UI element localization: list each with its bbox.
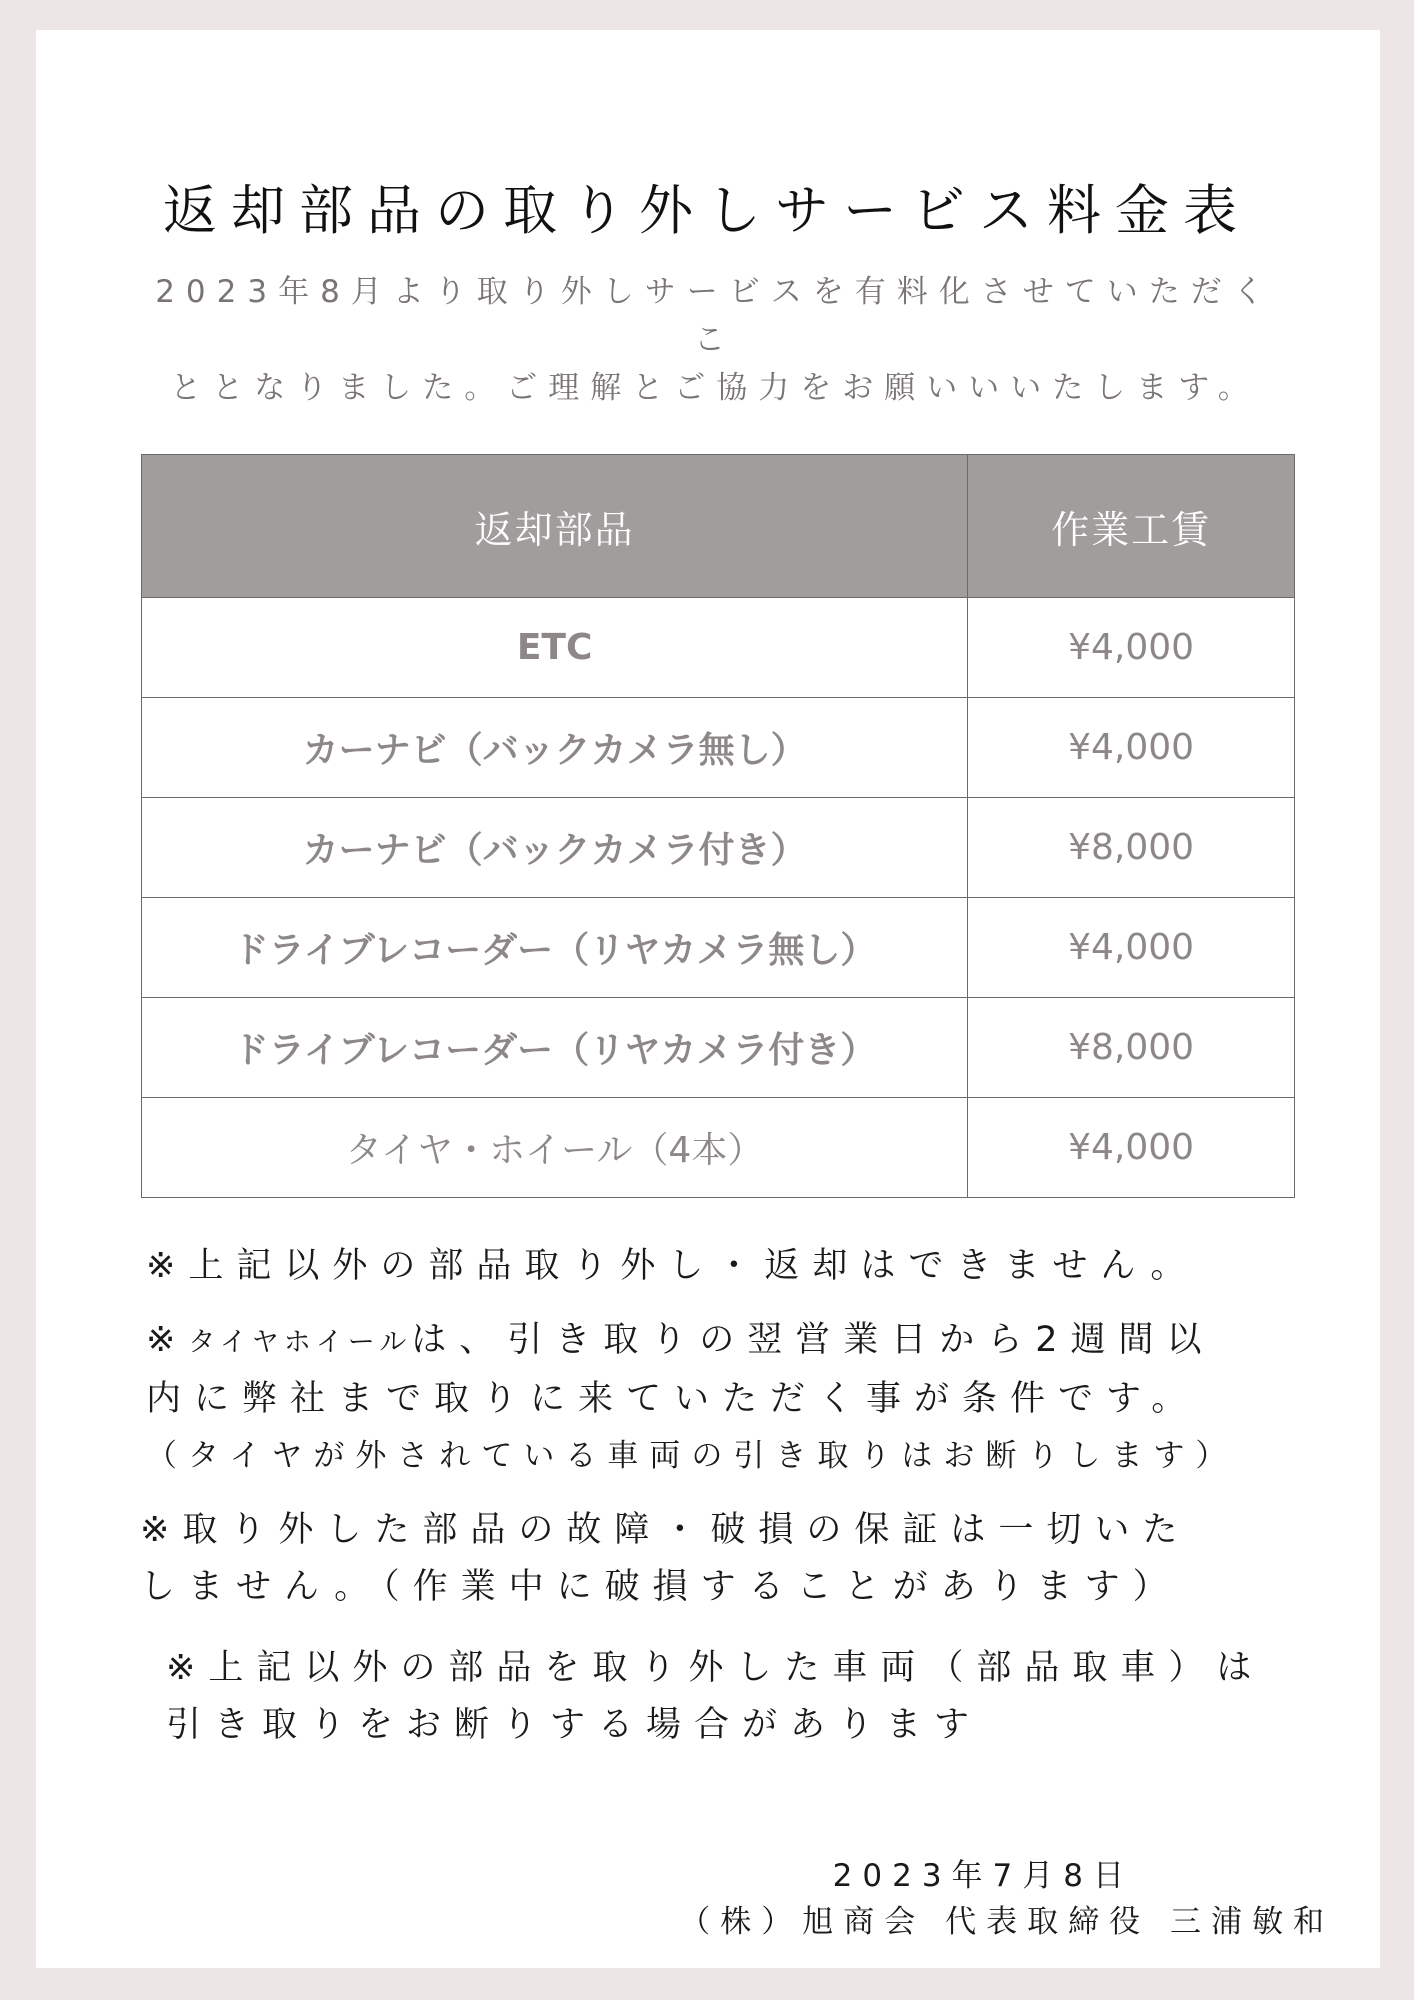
note-4-line-1: ※上記以外の部品を取り外した車両（部品取車）は xyxy=(166,1648,1265,1688)
part-cell: ETC xyxy=(142,598,968,698)
note-2-mark: ※ xyxy=(146,1320,189,1360)
fee-cell: ¥4,000 xyxy=(968,1098,1295,1198)
page-title: 返却部品の取り外しサービス料金表 xyxy=(163,179,1251,242)
signature: （株）旭商会 代表取締役 三浦敏和 xyxy=(679,1904,1334,1940)
part-cell: タイヤ・ホイール（4本） xyxy=(142,1098,968,1198)
part-cell: カーナビ（バックカメラ無し） xyxy=(142,698,968,798)
note-4-line-2: 引き取りをお断りする場合があります xyxy=(166,1705,983,1745)
note-3 xyxy=(140,1502,1190,1616)
table-row xyxy=(142,798,1295,898)
part-cell: ドライブレコーダー（リヤカメラ付き） xyxy=(142,998,968,1098)
fee-cell: ¥4,000 xyxy=(968,598,1295,698)
price-table xyxy=(141,454,1295,1198)
intro-line-1: 2023年8月より取り外しサービスを有料化させていただくこ xyxy=(155,274,1275,358)
header-part: 返却部品 xyxy=(142,455,968,598)
note-4 xyxy=(166,1640,1264,1754)
note-3-line-1: ※取り外した部品の故障・破損の保証は一切いた xyxy=(140,1510,1191,1550)
fee-cell: ¥8,000 xyxy=(968,798,1295,898)
table-row xyxy=(142,698,1295,798)
issue-date: 2023年7月8日 xyxy=(832,1858,1134,1894)
part-cell: カーナビ（バックカメラ付き） xyxy=(142,798,968,898)
fee-cell: ¥4,000 xyxy=(968,698,1295,798)
note-2-line-1-text: は、引き取りの翌営業日から2週間以 xyxy=(411,1320,1215,1360)
note-3-line-2: しません。（作業中に破損することがあります） xyxy=(140,1567,1181,1607)
table-row xyxy=(142,1098,1295,1198)
table-row xyxy=(142,998,1295,1098)
note-2-tire-wheel: タイヤホイール xyxy=(188,1327,412,1358)
note-2 xyxy=(146,1312,1237,1485)
fee-cell: ¥4,000 xyxy=(968,898,1295,998)
fee-cell: ¥8,000 xyxy=(968,998,1295,1098)
header-fee: 作業工賃 xyxy=(968,455,1295,598)
note-2-line-3: （タイヤが外されている車両の引き取りはお断りします） xyxy=(146,1438,1238,1474)
note-2-line-1 xyxy=(146,1312,1237,1371)
table-row xyxy=(142,898,1295,998)
intro-text xyxy=(150,268,1280,412)
table-header-row xyxy=(142,455,1295,598)
table-row xyxy=(142,598,1295,698)
intro-line-2: ととなりました。ご理解とご協力をお願いいいたします。 xyxy=(170,370,1260,406)
part-cell: ドライブレコーダー（リヤカメラ無し） xyxy=(142,898,968,998)
note-2-line-2: 内に弊社まで取りに来ていただく事が条件です。 xyxy=(146,1379,1200,1419)
note-1: ※上記以外の部品取り外し・返却はできません。 xyxy=(146,1246,1199,1286)
